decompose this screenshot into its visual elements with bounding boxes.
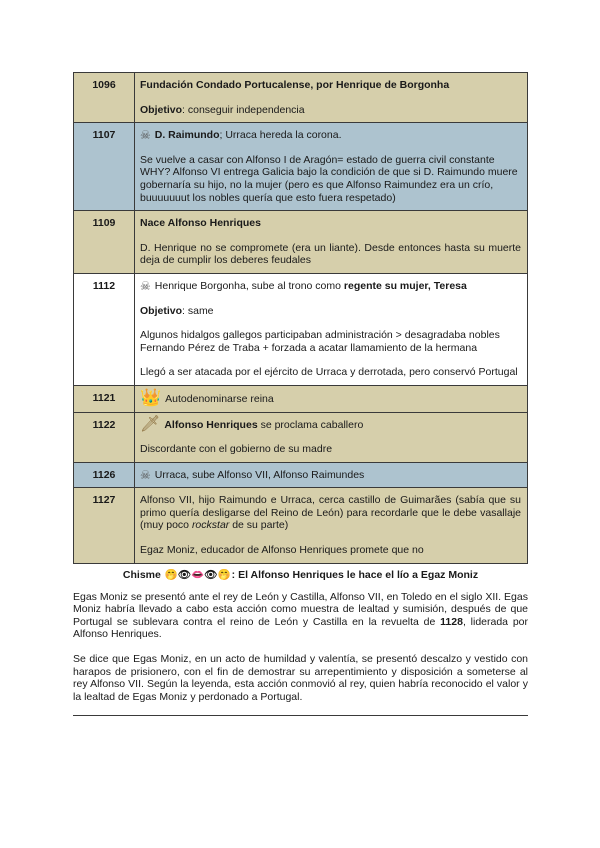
content-cell xyxy=(135,123,528,211)
event-text: Urraca, sube Alfonso VII, Alfonso Raimundes xyxy=(154,468,365,481)
objective-label: Objetivo xyxy=(140,304,183,317)
crown-icon: 👑 xyxy=(140,387,162,407)
content-cell xyxy=(135,488,528,563)
event-text: ; Urraca hereda la corona. xyxy=(219,129,342,142)
table-row xyxy=(74,385,528,412)
year-cell: 1109 xyxy=(74,211,135,274)
table-row xyxy=(74,123,528,211)
chisme-title-text: : El Alfonso Henriques le hace el lío a Egaz Moniz xyxy=(231,568,479,581)
table-row xyxy=(74,273,528,385)
event-title: Alfonso Henriques xyxy=(164,418,258,431)
table-row xyxy=(74,211,528,274)
event-text: se proclama caballero xyxy=(257,418,364,431)
paragraph-highlight: 1128 xyxy=(440,615,463,628)
objective-label: Objetivo xyxy=(140,103,183,116)
table-row xyxy=(74,462,528,488)
document-page xyxy=(73,72,528,716)
event-detail: Llegó a ser atacada por el ejército de Urraca y derrotada, pero conservó Portugal xyxy=(140,366,518,379)
content-cell xyxy=(135,73,528,123)
content-cell xyxy=(135,412,528,462)
year-cell: 1107 xyxy=(74,123,135,211)
year-cell: 1096 xyxy=(74,73,135,123)
story-paragraph: Se dice que Egas Moniz, en un acto de humildad y valentía, se presentó descalzo y vestido con harapos de prisionero, con el fin de demostrar su arrepentimiento y disposición a someterse al rey Alfonso VII. Según la leyenda, esta acción conmovió al rey, quien habría reconocido el valor y la lealtad de Egas Moniz y perdonado a Portugal. xyxy=(73,653,528,703)
timeline-table xyxy=(73,72,528,564)
dagger-icon: 🗡 xyxy=(140,415,161,433)
year-cell: 1122 xyxy=(74,412,135,462)
story-paragraph xyxy=(73,591,528,641)
skull-icon: ☠ xyxy=(140,467,151,482)
chisme-heading xyxy=(73,568,528,581)
skull-icon: ☠ xyxy=(140,128,151,143)
bottom-divider xyxy=(73,715,528,716)
table-row xyxy=(74,73,528,123)
gossip-emoji-icon: 🤭👁👄👁🤭 xyxy=(164,568,231,581)
event-detail: Algunos hidalgos gallegos participaban administración > desagradaba nobles Fernando Pérez de Traba + forzada a acatar llamamiento de la hermana xyxy=(140,329,500,354)
event-detail: D. Henrique no se compromete (era un liante). Desde entonces hasta su muerte deja de cumplir los deberes feudales xyxy=(140,241,521,267)
chisme-label: Chisme xyxy=(122,568,161,581)
table-row xyxy=(74,488,528,563)
event-detail: Egaz Moniz, educador de Alfonso Henriques promete que no xyxy=(140,544,424,557)
year-cell: 1121 xyxy=(74,385,135,412)
year-cell: 1127 xyxy=(74,488,135,563)
objective-text: : same xyxy=(182,304,214,317)
objective-text: : conseguir independencia xyxy=(182,103,305,116)
paragraph-text: Egas Moniz se presentó ante el rey de León y Castilla, Alfonso VII, en Toledo en el siglo XII. Egas Moniz habría llevado a cabo esta acción como muestra de lealtad y sumisión, después de que Portugal se sublevara contra el reino de León y Castilla en la revuelta de xyxy=(73,590,528,628)
year-cell: 1112 xyxy=(74,273,135,385)
event-detail: Se vuelve a casar con Alfonso I de Aragón= estado de guerra civil constante WHY? Alfonso VI entrega Galicia bajo la condición de que si D. Raimundo muere gobernaría su hijo, no la mujer (pero es que Alfonso Raimundez era un crío, buuuuuuut los nobles quería que esto fuera respetado) xyxy=(140,153,518,204)
event-title: D. Raimundo xyxy=(154,129,220,142)
year-cell: 1126 xyxy=(74,462,135,488)
event-text: de su parte) xyxy=(229,519,289,532)
content-cell xyxy=(135,211,528,274)
content-cell xyxy=(135,385,528,412)
event-italic: rockstar xyxy=(191,519,230,532)
event-text: Henrique Borgonha, sube al trono como xyxy=(154,279,344,292)
event-title: Fundación Condado Portucalense, por Henrique de Borgonha xyxy=(140,79,450,91)
event-title: Nace Alfonso Henriques xyxy=(140,217,261,230)
skull-icon: ☠ xyxy=(140,278,151,293)
content-cell xyxy=(135,462,528,488)
paragraph-text: , liderada por Alfonso Henriques. xyxy=(73,615,528,641)
event-text: Autodenominarse reina xyxy=(165,392,274,405)
event-highlight: regente su mujer, Teresa xyxy=(343,279,467,292)
event-detail: Discordante con el gobierno de su madre xyxy=(140,443,333,456)
content-cell xyxy=(135,273,528,385)
event-text: Alfonso VII, hijo Raimundo e Urraca, cerca castillo de Guimarães (sabía que su primo quería desligarse del Reino de León) para recordarle que le debe vasallaje (muy poco xyxy=(140,494,521,532)
table-row xyxy=(74,412,528,462)
